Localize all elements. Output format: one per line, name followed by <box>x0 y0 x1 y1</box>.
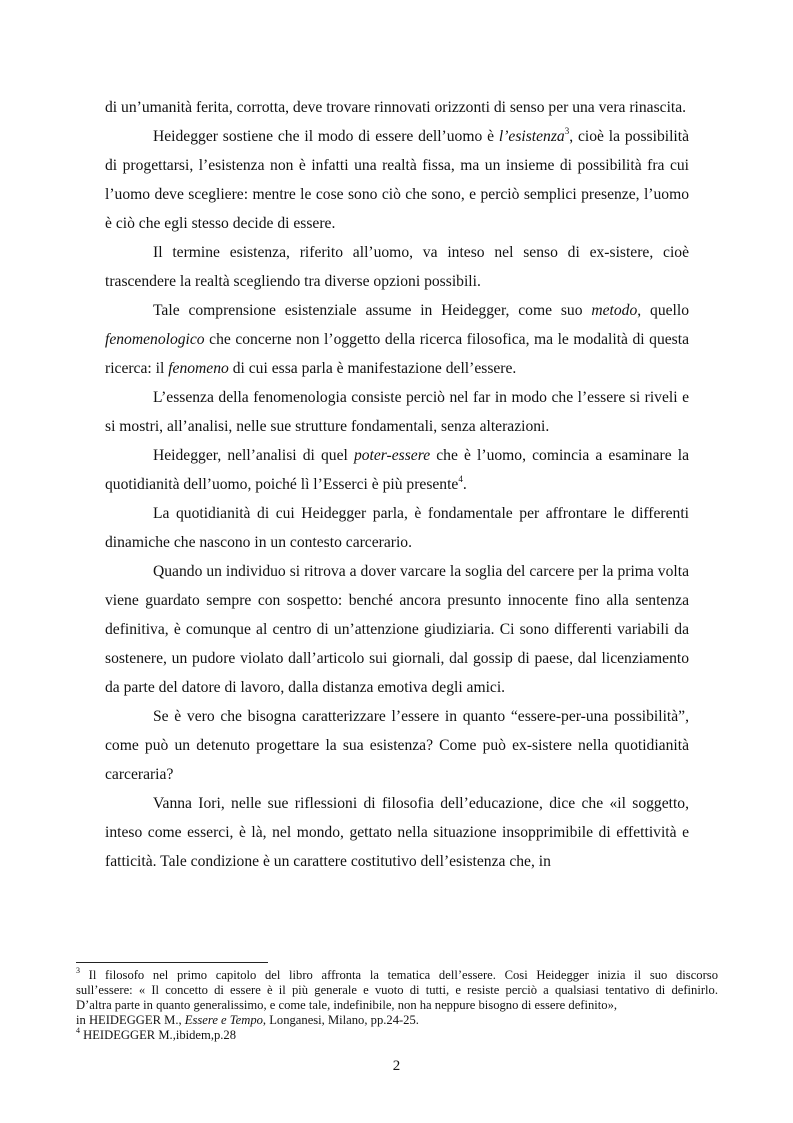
paragraph-5: Heidegger, nell’analisi di quel poter-essere che è l’uomo, comincia a esaminare la quotidianità dell’uomo, poiché lì l’Esserci è più presente$^4$. <box>105 447 689 493</box>
footnotes <box>76 965 718 1043</box>
paragraph-1: Heidegger sostiene che il modo di essere dell’uomo è l’esistenza$^3$, cioè la possibilità di progettarsi, l’esistenza non è infatti una realtà fissa, ma un insieme di possibilità fra cui l’uomo deve scegliere: mentre le cose sono ciò che sono, e perciò semplici presenze, l’uomo è ciò che egli stesso decide di essere. <box>105 125 689 232</box>
paragraph-0: di un’umanità ferita, corrotta, deve trovare rinnovati orizzonti di senso per una vera rinascita. <box>105 99 687 116</box>
paragraph-3: Tale comprensione esistenziale assume in Heidegger, come suo metodo, quello fenomenologico che concerne non l’oggetto della ricerca filosofica, ma le modalità di questa ricerca: il fenomeno di cui essa parla è manifestazione dell’essere. <box>105 302 689 377</box>
paragraph-4: L’essenza della fenomenologia consiste perciò nel far in modo che l’essere si riveli e si mostri, all’analisi, nelle sue strutture fondamentali, senza alterazioni. <box>105 389 689 435</box>
footnote-3-line-2: sull’essere: « Il concetto di essere è il più generale e vuoto di tutti, e resiste perciò a qualsiasi tentativo di definirlo. <box>76 983 718 997</box>
paragraph-8: Se è vero che bisogna caratterizzare l’essere in quanto “essere-per-una possibilità”, come può un detenuto progettare la sua esistenza? Come può ex-sistere nella quotidianità carceraria? <box>105 708 689 783</box>
footnote-3-line-3: D’altra parte in quanto generalissimo, e come tale, indefinibile, non ha neppure bisogno di essere definito», <box>76 998 618 1012</box>
paragraph-7: Quando un individuo si ritrova a dover varcare la soglia del carcere per la prima volta viene guardato sempre con sospetto: benché ancora presunto innocente fino alla sentenza definitiva, è comunque al centro di un’attenzione giudiziaria. Ci sono differenti variabili da sostenere, un pudore violato dall’articolo sui giornali, dal gossip di paese, dal licenziamento da parte del datore di lavoro, dalla distanza emotiva degli amici. <box>105 563 689 696</box>
footnote-ref-4[interactable]: 4 <box>458 473 463 484</box>
page-number: 2 <box>392 1058 401 1074</box>
paragraph-9: Vanna Iori, nelle sue riflessioni di filosofia dell’educazione, dice che «il soggetto, inteso come esserci, è là, nel mondo, gettato nella situazione insopprimibile di effettività e fatticità. Tale condizione è un carattere costitutivo dell’esistenza che, in <box>105 795 689 870</box>
paragraph-2: Il termine esistenza, riferito all’uomo, va inteso nel senso di ex-sistere, cioè trascendere la realtà scegliendo tra diverse opzioni possibili. <box>105 244 689 290</box>
body-text <box>105 93 689 876</box>
footnote-3-line-4: in HEIDEGGER M., Essere e Tempo, Longanesi, Milano, pp.24-25. <box>76 1013 419 1027</box>
paragraph-6: La quotidianità di cui Heidegger parla, è fondamentale per affrontare le differenti dinamiche che nascono in un contesto carcerario. <box>105 505 689 551</box>
footnote-4: $^4$ HEIDEGGER M.,ibidem,p.28 <box>76 1025 237 1042</box>
footnote-ref-3[interactable]: 3 <box>564 125 570 136</box>
footnote-3-line-1: $^3$ Il filosofo nel primo capitolo del libro affronta la tematica dell’essere. Cosi Heidegger inizia il suo discorso <box>76 965 718 982</box>
footnote-separator <box>76 962 268 963</box>
